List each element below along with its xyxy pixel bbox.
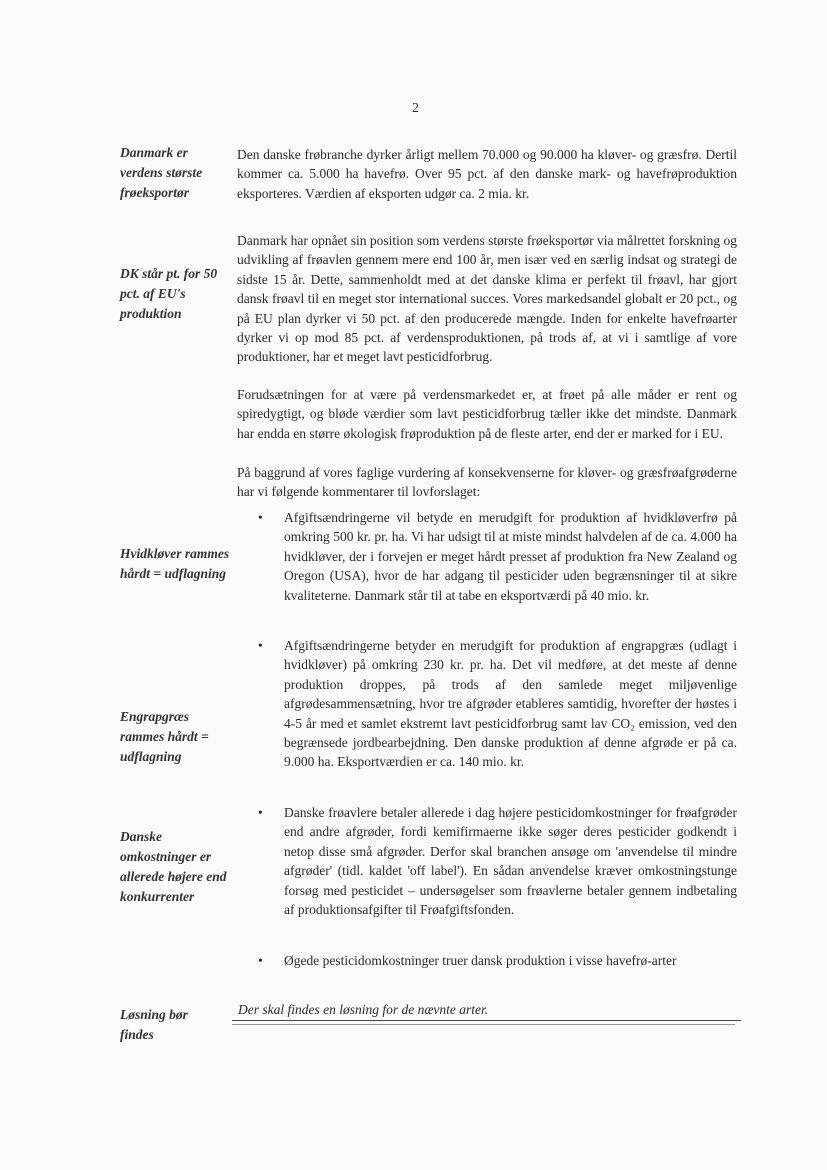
margin-note-eu-produktion: DK står pt. for 50 pct. af EU's produktion: [120, 266, 218, 321]
bullet-dot-icon: •: [258, 805, 263, 820]
bullet-hvidkløver: [252, 508, 737, 605]
bullet-list: [252, 803, 737, 919]
margin-note-frøeksportør: Danmark er verdens største frøeksportør: [120, 145, 203, 200]
margin-note-hvidkløver: Hvidkløver rammes hårdt = udflagning: [120, 546, 230, 581]
paragraph-position: [237, 231, 737, 367]
bullet-text: Afgiftsændringerne vil betyde en merudgift for produktion af hvidkløverfrø på omkring 500 kr. pr. ha. Vi har udsigt til at miste mindst halvdelen af de ca. 4.000 ha hvidkløver, der i forvejen er meget hårdt presset af produktion fra New Zealand og Oregon (USA), hvor de har adgang til pesticider uden begrænsninger til at sikre kvaliteterne. Danmark står til at tabe en eksportværdi på 40 mio. kr.: [284, 510, 737, 603]
margin-note-løsning: Løsning bør findes: [120, 1007, 188, 1042]
paragraph-forudsætning: [237, 385, 737, 443]
bullet-list: [252, 636, 737, 772]
paragraph-text: Danmark har opnået sin position som verdens største frøeksportør via målrettet forskning og udvikling af frøavlen gennem mere end 100 år, men især ved en særlig indsat og strategi de sidste 15 år. Dette, sammenholdt med at det danske klima er perfekt til frøavl, har gjort dansk frøavl til en meget stor international succes. Vores markedsandel globalt er 20 pct., og på EU plan dyrker vi 50 pct. af den producerede mængde. Inden for enkelte havefrøarter dyrker vi op mod 85 pct. af verdensproduktionen, på trods af, at vi i samtlige af vore produktioner, har et meget lavt pesticidforbrug.: [237, 233, 737, 365]
margin-note-engrapgræs: Engrapgræs rammes hårdt = udflagning: [120, 709, 209, 764]
bullet-havefrø: [252, 951, 737, 970]
solution-statement: Der skal findes en løsning for de nævnte arter.: [232, 1002, 741, 1021]
bullet-text: Danske frøavlere betaler allerede i dag højere pesticidomkostninger for frøafgrøder end andre afgrøder, fordi kemifirmaerne ikke søger deres pesticider godkendt i netop disse små afgrøder. Derfor skal branchen ansøge om 'anvendelse til mindre afgrøder' (tidl. kaldet 'off label'). En sådan anvendelse kræver omkostningstunge forsøg med pesticidet – undersøgelser som frøavlerne betaler gennem indbetaling af produktionsafgifter til Frøafgiftsfonden.: [284, 805, 737, 918]
paragraph-text: Forudsætningen for at være på verdensmarkedet er, at frøet på alle måder er rent og spiredygtigt, og bløde værdier som lavt pesticidforbrug tæller ikke det mindste. Danmark har endda en større økologisk frøproduktion på de fleste arter, end der er marked for i EU.: [237, 387, 737, 441]
paragraph-text: På baggrund af vores faglige vurdering af konsekvenserne for kløver- og græsfrøafgrøderne har vi følgende kommentarer til lovforslaget:: [237, 465, 737, 500]
paragraph-frøbranche: [237, 145, 737, 203]
bullet-omkostninger: [252, 803, 737, 919]
paragraph-baggrund: [237, 463, 737, 502]
bullet-text: Øgede pesticidomkostninger truer dansk produktion i visse havefrø-arter: [284, 953, 677, 968]
bullet-dot-icon: •: [258, 510, 263, 525]
paragraph-text: Den danske frøbranche dyrker årligt mellem 70.000 og 90.000 ha kløver- og græsfrø. Dertil kommer ca. 5.000 ha havefrø. Over 95 pct. af den danske mark- og havefrøproduktion eksporteres. Værdien af eksporten udgør ca. 2 mia. kr.: [237, 147, 737, 201]
bullet-engrapgræs: [252, 636, 737, 772]
bullet-text: Afgiftsændringerne betyder en merudgift for produktion af engrapgræs (udlagt i hvidkløver) på omkring 230 kr. pr. ha. Det vil medføre, at det meste af denne produktion droppes, på trods af den samlede meget miljøvenlige afgrødesammensætning, hvor tre afgrøder etableres samtidig, hvorefter der høstes i 4-5 år med et samlet ekstremt lavt pesticidforbrug samt lav CO₂ emission, ved den begrænsede jordbearbejdning. Den danske produktion af denne afgrøde er på ca. 9.000 ha. Eksportværdien er ca. 140 mio. kr.: [284, 638, 737, 770]
margin-note-omkostninger: Danske omkostninger er allerede højere end konkurrenter: [120, 829, 227, 904]
bullet-dot-icon: •: [258, 953, 263, 968]
page-number: 2: [412, 101, 419, 116]
bullet-dot-icon: •: [258, 638, 263, 653]
divider: [232, 1024, 735, 1025]
bullet-list: [252, 951, 737, 970]
bullet-list: [252, 508, 737, 605]
